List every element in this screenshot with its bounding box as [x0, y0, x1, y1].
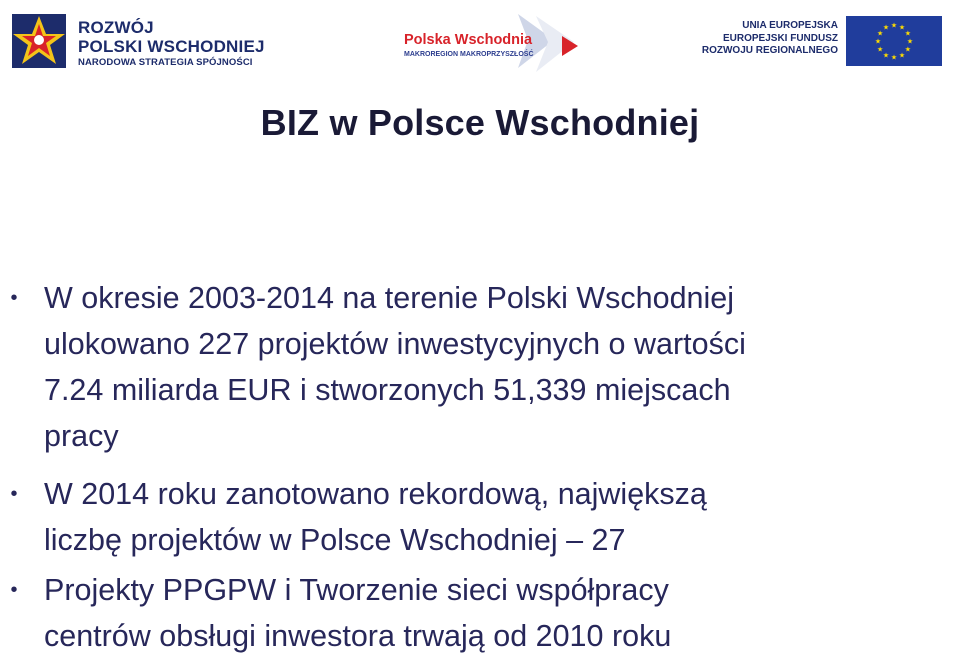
rozwoj-star-icon: [8, 10, 70, 72]
eu-star-icon: ★: [890, 54, 898, 62]
eu-flag-icon: [846, 16, 942, 66]
bullet-line: pracy: [44, 419, 119, 453]
rozwoj-line-1: ROZWÓJ: [78, 18, 154, 37]
eu-star-icon: ★: [882, 52, 890, 60]
unia-europejska-logo: [692, 12, 954, 76]
bullet-dot-icon: •: [10, 579, 18, 601]
bullet-line: ulokowano 227 projektów inwestycyjnych o wartości: [44, 327, 746, 361]
eu-star-icon: ★: [890, 22, 898, 30]
bullet-dot-icon: •: [10, 287, 18, 309]
eu-star-icon: ★: [898, 24, 906, 32]
bullet-line: centrów obsługi inwestora trwają od 2010 roku: [44, 619, 672, 653]
bullet-line: W 2014 roku zanotowano rekordową, największą: [44, 477, 707, 511]
brand-part-1: Polska: [404, 32, 451, 48]
bullet-line: liczbę projektów w Polsce Wschodniej – 27: [44, 523, 626, 557]
eu-stars-icon: [846, 16, 942, 66]
bullet-item: [10, 471, 944, 563]
bullet-item: [10, 275, 944, 459]
eu-star-icon: ★: [904, 46, 911, 54]
bullet-item: [10, 567, 944, 659]
logo-band: [0, 0, 960, 88]
brand-part-2: Wschodnia: [454, 32, 533, 48]
eu-star-icon: ★: [904, 30, 911, 38]
bullet-line: 7.24 miliarda EUR i stworzonych 51,339 miejscach: [44, 373, 731, 407]
polska-wschodnia-tagline: MAKROREGION MAKROPRZYSZŁOŚĆ: [404, 51, 534, 58]
ue-line-1: UNIA EUROPEJSKA: [742, 20, 838, 31]
bullet-dot-icon: •: [10, 483, 18, 505]
bullet-line: Projekty PPGPW i Tworzenie sieci współpracy: [44, 573, 669, 607]
rozwoj-line-2: POLSKI WSCHODNIEJ: [78, 37, 265, 56]
eu-star-icon: ★: [906, 38, 914, 46]
ue-line-3: ROZWOJU REGIONALNEGO: [701, 45, 838, 56]
eu-star-icon: ★: [877, 30, 884, 38]
rozwoj-polski-wschodniej-logo: [8, 8, 308, 78]
bullet-line: W okresie 2003-2014 na terenie Polski Wschodniej: [44, 281, 735, 315]
eu-star-icon: ★: [874, 38, 882, 46]
slide-title: BIZ w Polsce Wschodniej: [260, 102, 700, 143]
eu-star-icon: ★: [882, 24, 890, 32]
ue-line-2: EUROPEJSKI FUNDUSZ: [722, 32, 838, 44]
polska-wschodnia-brand: [404, 32, 532, 48]
eu-star-icon: ★: [898, 52, 906, 60]
polska-wschodnia-logo: [398, 10, 588, 80]
eu-star-icon: ★: [877, 46, 884, 54]
rozwoj-line-3: NARODOWA STRATEGIA SPÓJNOŚCI: [78, 57, 253, 68]
